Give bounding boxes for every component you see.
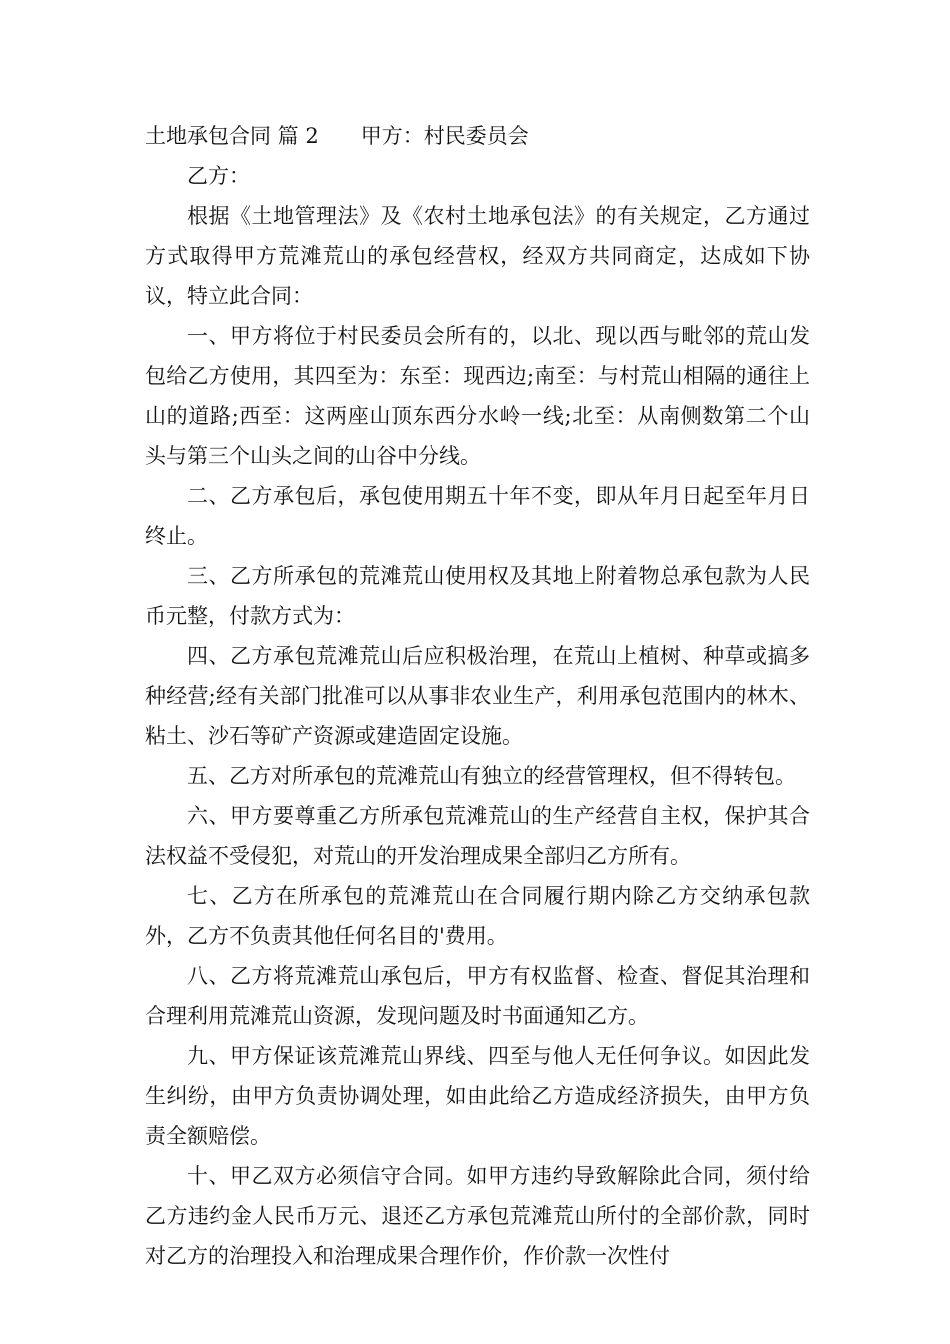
- document-heading: [145, 116, 810, 156]
- document-title: 土地承包合同 篇 2: [145, 124, 319, 148]
- clause-2: 二、乙方承包后，承包使用期五十年不变，即从年月日起至年月日终止。: [145, 484, 810, 548]
- clause-10: 十、甲乙双方必须信守合同。如甲方违约导致解除此合同，须付给乙方违约金人民币万元、退还乙方承包荒滩荒山所付的全部价款，同时对乙方的治理投入和治理成果合理作价，作价款一次性付: [145, 1164, 810, 1268]
- preamble-paragraph: 根据《土地管理法》及《农村土地承包法》的有关规定，乙方通过方式取得甲方荒滩荒山的承包经营权，经双方共同商定，达成如下协议，特立此合同：: [145, 204, 810, 308]
- clause-7: 七、乙方在所承包的荒滩荒山在合同履行期内除乙方交纳承包款外，乙方不负责其他任何名目的'费用。: [145, 884, 810, 948]
- clause-8: 八、乙方将荒滩荒山承包后，甲方有权监督、检查、督促其治理和合理利用荒滩荒山资源，发现问题及时书面通知乙方。: [145, 964, 810, 1028]
- clause-5: 五、乙方对所承包的荒滩荒山有独立的经营管理权，但不得转包。: [187, 764, 796, 788]
- party-a-line: 甲方：村民委员会: [360, 124, 529, 148]
- party-b-line: 乙方：: [187, 164, 250, 188]
- clause-9: 九、甲方保证该荒滩荒山界线、四至与他人无任何争议。如因此发生纠纷，由甲方负责协调处理，如由此给乙方造成经济损失，由甲方负责全额赔偿。: [145, 1044, 810, 1148]
- clause-6: 六、甲方要尊重乙方所承包荒滩荒山的生产经营自主权，保护其合法权益不受侵犯，对荒山的开发治理成果全部归乙方所有。: [145, 804, 810, 868]
- clause-3: 三、乙方所承包的荒滩荒山使用权及其地上附着物总承包款为人民币元整，付款方式为：: [145, 564, 810, 628]
- clause-4: 四、乙方承包荒滩荒山后应积极治理，在荒山上植树、种草或搞多种经营;经有关部门批准可以从事非农业生产，利用承包范围内的林木、粘土、沙石等矿产资源或建造固定设施。: [145, 644, 810, 748]
- contract-body: [145, 116, 810, 1276]
- clause-1: 一、甲方将位于村民委员会所有的，以北、现以西与毗邻的荒山发包给乙方使用，其四至为：东至：现西边;南至：与村荒山相隔的通往上山的道路;西至：这两座山顶东西分水岭一线;北至：从南侧数第二个山头与第三个山头之间的山谷中分线。: [145, 324, 810, 468]
